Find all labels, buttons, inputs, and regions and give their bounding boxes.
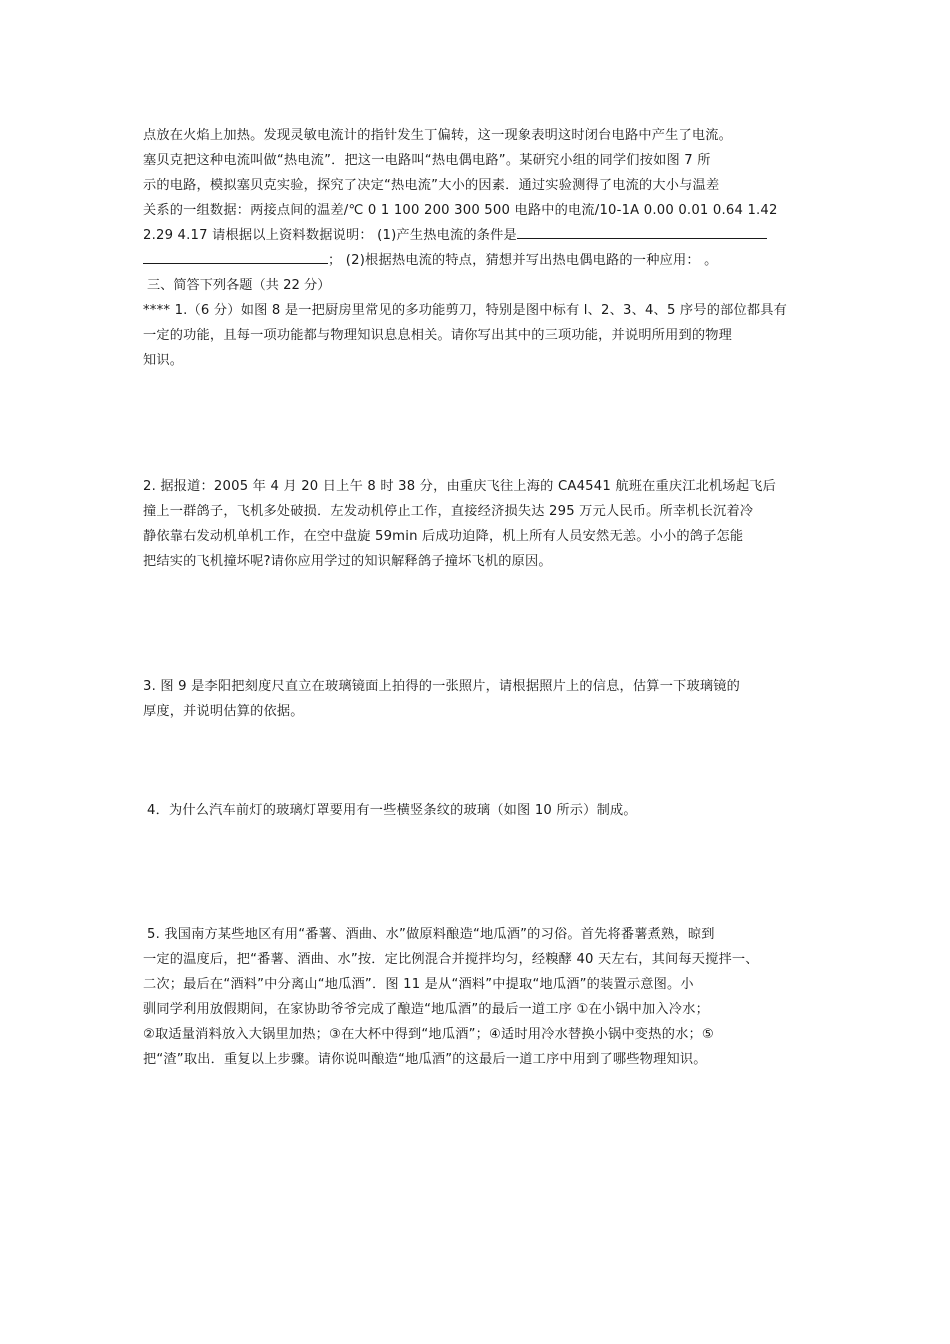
q5-line-6: 把“渣”取出．重复以上步骤。请你说叫酿造“地瓜酒”的这最后一道工序中用到了哪些物理知识。 [143,1052,707,1067]
q5-line-1: 5. 我国南方某些地区有用“番薯、酒曲、水”做原料酿造“地瓜酒”的习俗。首先将番薯煮熟，晾到 [147,927,715,942]
intro-line-6-text: ； (2)根据热电流的特点，猜想并写出热电偶电路的一种应用： 。 [328,253,718,268]
intro-line-6 [143,248,808,273]
section-3-heading: 三、简答下列各题（共 22 分） [147,278,331,293]
q3-line-1: 3. 图 9 是李阳把刻度尺直立在玻璃镜面上拍得的一张照片，请根据照片上的信息，估算一下玻璃镜的 [143,679,741,694]
question-4 [147,798,812,823]
question-3 [143,674,808,724]
intro-line-2: 塞贝克把这种电流叫做“热电流”．把这一电路叫“热电偶电路”。某研究小组的同学们按如图 7 所 [143,153,711,168]
question-5 [143,922,808,1072]
question-2 [143,474,808,574]
q3-line-2: 厚度，并说明估算的依据。 [143,704,304,719]
intro-line-4: 关系的一组数据：两接点间的温差/℃ 0 1 100 200 300 500 电路中的电流/10-1A 0.00 0.01 0.64 1.42 [143,203,778,218]
intro-line-3: 示的电路，模拟塞贝克实验，探究了决定“热电流”大小的因素．通过实验测得了电流的大小与温差 [143,178,720,193]
q1-line-1: **** 1.（6 分）如图 8 是一把厨房里常见的多功能剪刀，特别是图中标有 l、2、3、4、5 序号的部位都具有 [143,303,788,318]
answer-blank-1 [517,223,767,239]
q2-line-3: 静依靠右发动机单机工作，在空中盘旋 59min 后成功迫降，机上所有人员安然无恙。小小的鸽子怎能 [143,529,744,544]
q4-line-1: 4．为什么汽车前灯的玻璃灯罩要用有一些横竖条纹的玻璃（如图 10 所示）制成。 [147,803,637,818]
intro-paragraph [143,123,808,273]
intro-line-1: 点放在火焰上加热。发现灵敏电流计的指针发生丁偏转，这一现象表明这时闭台电路中产生了电流。 [143,128,733,143]
q5-line-5: ②取适量消料放入大锅里加热；③在大杯中得到“地瓜酒”；④适时用冷水替换小锅中变热的水；⑤ [143,1027,714,1042]
q2-line-2: 撞上一群鸽子，飞机多处破损．左发动机停止工作，直接经济损失达 295 万元人民币。所幸机长沉着冷 [143,504,754,519]
intro-line-5-text: 2.29 4.17 请根据以上资料数据说明： (1)产生热电流的条件是 [143,228,517,243]
q1-line-3: 知识。 [143,353,184,368]
q2-line-4: 把结实的飞机撞坏呢?请你应用学过的知识解释鸽子撞坏飞机的原因。 [143,554,552,569]
q5-line-4: 驯同学利用放假期间，在家协助爷爷完成了酿造“地瓜酒”的最后一道工序 ①在小锅中加入冷水； [143,1002,709,1017]
q1-line-2: 一定的功能，且每一项功能都与物理知识息息相关。请你写出其中的三项功能，并说明所用到的物理 [143,328,733,343]
q2-line-1: 2. 据报道：2005 年 4 月 20 日上午 8 时 38 分，由重庆飞往上海的 CA4541 航班在重庆江北机场起飞后 [143,479,776,494]
q5-line-3: 二次；最后在“酒料”中分离山“地瓜酒”．图 11 是从“酒料”中提取“地瓜酒”的装置示意图。小 [143,977,694,992]
answer-blank-2 [143,248,328,264]
intro-line-5 [143,223,808,248]
question-1 [143,298,808,373]
q5-line-2: 一定的温度后，把“番薯、酒曲、水”按．定比例混合并搅拌均匀，经糗酵 40 天左右，其间每天搅拌一、 [143,952,759,967]
